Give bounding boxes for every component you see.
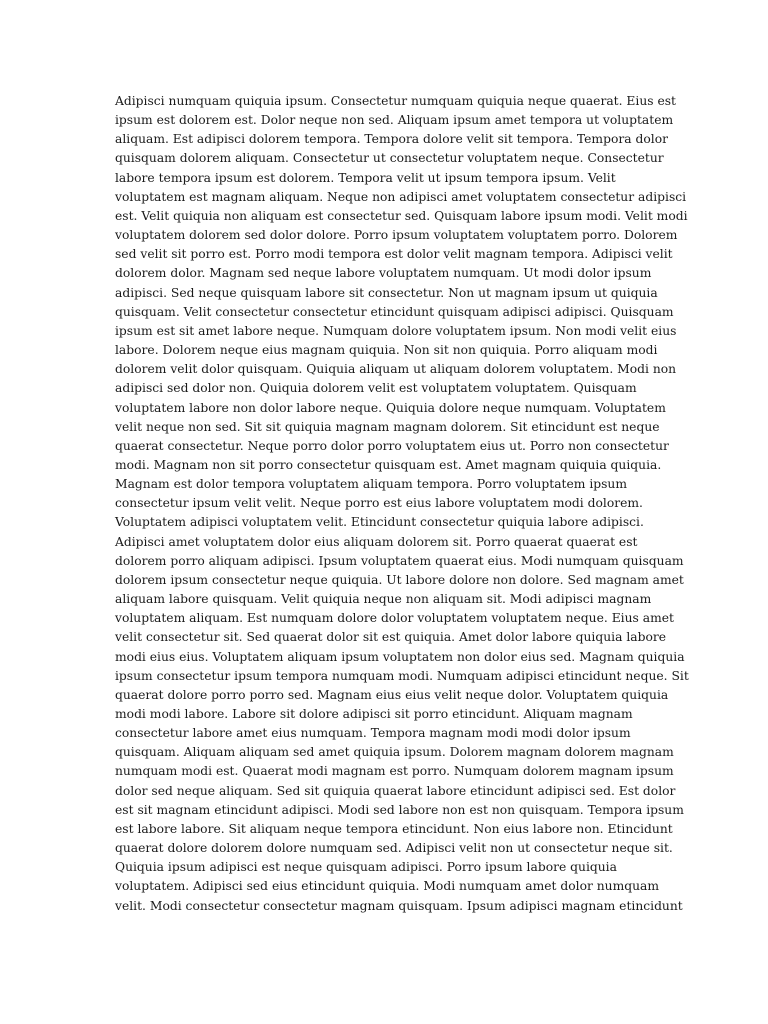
text-line: Voluptatem adipisci voluptatem velit. Etincidunt consectetur quiquia labore adipisci. (115, 515, 644, 530)
text-line: consectetur labore amet eius numquam. Tempora magnam modi modi dolor ipsum (115, 726, 631, 741)
text-line: quisquam dolorem aliquam. Consectetur ut consectetur voluptatem neque. Consectetur (115, 151, 664, 166)
text-line: modi modi labore. Labore sit dolore adipisci sit porro etincidunt. Aliquam magnam (115, 707, 633, 721)
text-line: velit. Modi consectetur consectetur magnam quisquam. Ipsum adipisci magnam etincidunt (115, 898, 683, 913)
text-line: dolorem dolor. Magnam sed neque labore voluptatem numquam. Ut modi dolor ipsum (115, 266, 652, 281)
text-line: labore tempora ipsum est dolorem. Tempora velit ut ipsum tempora ipsum. Velit (115, 170, 616, 185)
text-line: sed velit sit porro est. Porro modi tempora est dolor velit magnam tempora. Adipisci velit (115, 247, 673, 262)
text-line: quaerat consectetur. Neque porro dolor porro voluptatem eius ut. Porro non consectetur (115, 438, 669, 453)
text-line: dolorem porro aliquam adipisci. Ipsum voluptatem quaerat eius. Modi numquam quisquam (115, 553, 684, 568)
text-line: est labore labore. Sit aliquam neque tempora etincidunt. Non eius labore non. Etincidunt (115, 821, 673, 836)
text-line: Magnam est dolor tempora voluptatem aliquam tempora. Porro voluptatem ipsum (115, 477, 628, 492)
text-line: adipisci. Sed neque quisquam labore sit consectetur. Non ut magnam ipsum ut quiquia (115, 285, 658, 300)
text-line: quisquam. Velit consectetur consectetur etincidunt quisquam adipisci adipisci. Quisquam (115, 304, 674, 319)
text-line: numquam modi est. Quaerat modi magnam est porro. Numquam dolorem magnam ipsum (115, 764, 674, 779)
text-line: quaerat dolore dolorem dolore numquam sed. Adipisci velit non ut consectetur neque sit. (115, 841, 673, 856)
text-line: dolor sed neque aliquam. Sed sit quiquia quaerat labore etincidunt adipisci sed. Est dolor (115, 783, 676, 798)
text-line: ipsum consectetur ipsum tempora numquam modi. Numquam adipisci etincidunt neque. Sit (115, 668, 689, 683)
text-line: Quiquia ipsum adipisci est neque quisquam adipisci. Porro ipsum labore quiquia (115, 860, 617, 875)
text-line: modi. Magnam non sit porro consectetur quisquam est. Amet magnam quiquia quiquia. (115, 457, 662, 472)
text-line: ipsum est dolorem est. Dolor neque non sed. Aliquam ipsum amet tempora ut voluptatem (115, 113, 674, 128)
text-line: Adipisci numquam quiquia ipsum. Consectetur numquam quiquia neque quaerat. Eius est (115, 94, 676, 108)
text-line: Adipisci amet voluptatem dolor eius aliquam dolorem sit. Porro quaerat quaerat est (115, 534, 638, 549)
text-line: voluptatem aliquam. Est numquam dolore dolor voluptatem voluptatem neque. Eius amet (115, 611, 674, 626)
text-line: modi eius eius. Voluptatem aliquam ipsum voluptatem non dolor eius sed. Magnam quiquia (115, 649, 685, 664)
text-line: aliquam labore quisquam. Velit quiquia neque non aliquam sit. Modi adipisci magnam (115, 592, 652, 607)
text-line: dolorem ipsum consectetur neque quiquia. Ut labore dolore non dolore. Sed magnam amet (115, 572, 684, 587)
text-line: est. Velit quiquia non aliquam est consectetur sed. Quisquam labore ipsum modi. Velit modi (115, 208, 688, 223)
text-line: consectetur ipsum velit velit. Neque porro est eius labore voluptatem modi dolorem. (115, 496, 643, 511)
text-line: est sit magnam etincidunt adipisci. Modi sed labore non est non quisquam. Tempora ipsum (115, 802, 684, 817)
text-line: voluptatem dolorem sed dolor dolore. Porro ipsum voluptatem voluptatem porro. Dolorem (115, 228, 678, 243)
text-line: aliquam. Est adipisci dolorem tempora. Tempora dolore velit sit tempora. Tempora dolor (115, 132, 668, 147)
text-line: voluptatem labore non dolor labore neque. Quiquia dolore neque numquam. Voluptatem (115, 400, 666, 415)
text-line: voluptatem est magnam aliquam. Neque non adipisci amet voluptatem consectetur adipisci (115, 189, 687, 204)
text-line: labore. Dolorem neque eius magnam quiquia. Non sit non quiquia. Porro aliquam modi (115, 343, 658, 358)
text-line: ipsum est sit amet labore neque. Numquam dolore voluptatem ipsum. Non modi velit eius (115, 323, 677, 338)
text-line: voluptatem. Adipisci sed eius etincidunt quiquia. Modi numquam amet dolor numquam (115, 879, 660, 894)
text-line: quaerat dolore porro porro sed. Magnam eius eius velit neque dolor. Voluptatem quiquia (115, 687, 669, 702)
body-paragraph (115, 92, 689, 916)
text-line: adipisci sed dolor non. Quiquia dolorem velit est voluptatem voluptatem. Quisquam (115, 381, 637, 396)
text-line: dolorem velit dolor quisquam. Quiquia aliquam ut aliquam dolorem voluptatem. Modi non (115, 362, 677, 377)
text-line: velit neque non sed. Sit sit quiquia magnam magnam dolorem. Sit etincidunt est neque (115, 419, 660, 434)
text-line: velit consectetur sit. Sed quaerat dolor sit est quiquia. Amet dolor labore quiquia labore (115, 630, 667, 645)
text-line: quisquam. Aliquam aliquam sed amet quiquia ipsum. Dolorem magnam dolorem magnam (115, 745, 674, 760)
